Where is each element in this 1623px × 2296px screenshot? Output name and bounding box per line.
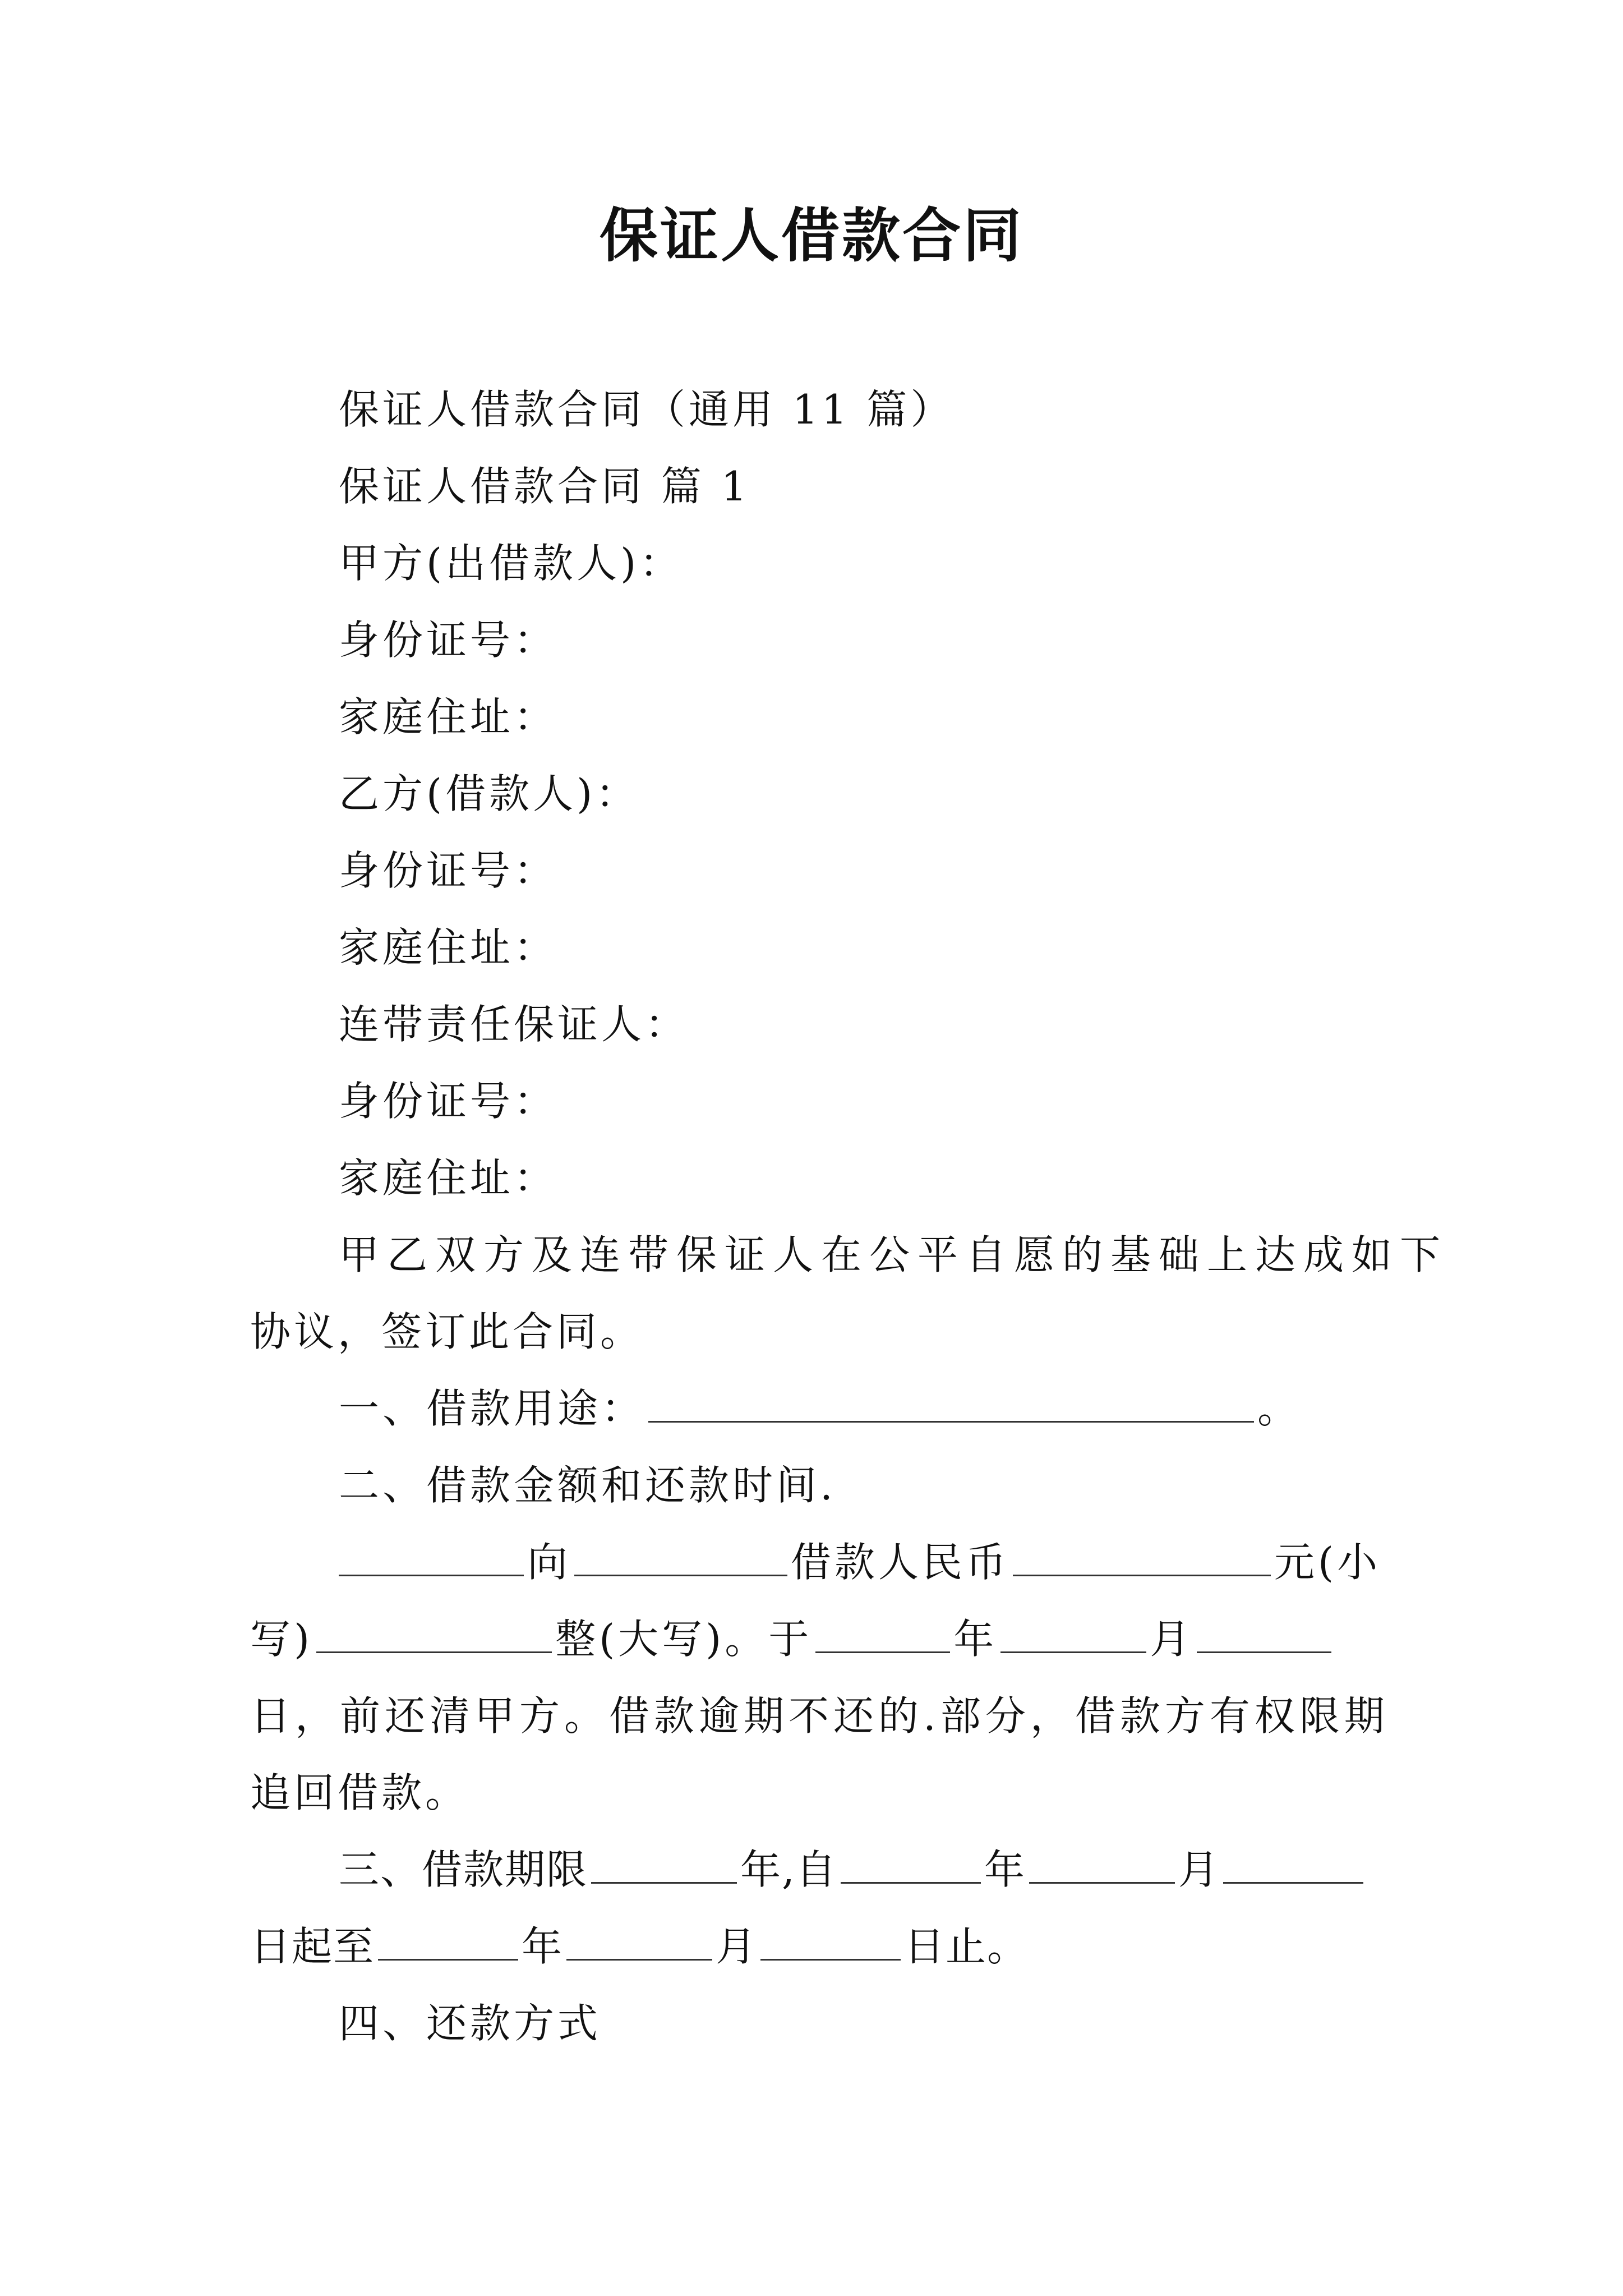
text-nian: 年 [984,1846,1026,1893]
text-yue: 月 [716,1923,758,1970]
amount-lower-blank [1013,1535,1271,1576]
clause-1 [339,1381,1301,1437]
text-nian: 年 [522,1923,564,1970]
clause-3-line-2 [250,1918,1029,1975]
party-a-id-label: 身份证号： [339,616,558,664]
text-yue: 月 [1178,1846,1220,1893]
clause-2-line-1 [339,1534,1381,1590]
text-nian-zi: 年,自 [740,1846,837,1893]
text-xie: 写) [250,1616,313,1663]
guarantor-label: 连带责任保证人： [339,1001,689,1048]
clause-2-line-3: 日，前还清甲方。借款逾期不还的.部分，借款方有权限期 [250,1692,1389,1740]
purpose-blank [648,1382,1254,1423]
party-b-id-label: 身份证号： [339,847,558,894]
document-title: 保证人借款合同 [599,201,1023,270]
clause-3-label: 三、借款期限 [339,1846,588,1893]
start-month-blank [1029,1843,1175,1884]
text-jiekuan-rmb: 借款人民币 [791,1539,1010,1586]
party-b-label: 乙方(借款人)： [339,770,640,817]
party-a-address-label: 家庭住址： [339,693,558,740]
amount-upper-blank [316,1612,552,1653]
party-a-label: 甲方(出借款人)： [339,540,684,587]
clause-2-line-4: 追回借款。 [250,1769,469,1816]
clause-4-heading: 四、还款方式 [339,2000,602,2047]
repay-month-blank [1000,1612,1146,1653]
lender-blank [339,1535,524,1576]
document-subtitle: 保证人借款合同（通用 11 篇） [339,386,955,433]
text-yuan-xiao: 元(小 [1274,1539,1381,1586]
end-month-blank [566,1920,712,1961]
intro-line-1: 甲乙双方及连带保证人在公平自愿的基础上达成如下 [339,1231,1449,1278]
end-day-blank [760,1920,901,1961]
text-nian: 年 [953,1616,998,1663]
guarantor-id-label: 身份证号： [339,1078,558,1125]
repay-day-blank [1197,1612,1331,1653]
section-heading: 保证人借款合同 篇 1 [339,463,750,510]
text-ri-zhi: 日止。 [904,1923,1029,1970]
start-day-blank [1223,1843,1363,1884]
intro-line-2: 协议，签订此合同。 [250,1308,644,1355]
borrower-blank [574,1535,787,1576]
clause-2-heading: 二、借款金额和还款时间. [339,1462,836,1509]
text-ri-qizhi: 日起至 [250,1923,375,1970]
start-year-blank [841,1843,981,1884]
term-years-blank [591,1843,737,1884]
clause-1-end: 。 [1257,1385,1302,1432]
text-zheng-daxie: 整(大写)。于 [555,1616,813,1663]
clause-1-label: 一、借款用途： [339,1385,645,1432]
clause-2-line-2 [250,1611,1335,1667]
party-b-address-label: 家庭住址： [339,924,558,971]
text-xiang: 向 [527,1539,571,1586]
end-year-blank [378,1920,518,1961]
guarantor-address-label: 家庭住址： [339,1154,558,1202]
text-yue: 月 [1150,1616,1194,1663]
clause-3-line-1 [339,1842,1367,1898]
repay-year-blank [815,1612,950,1653]
